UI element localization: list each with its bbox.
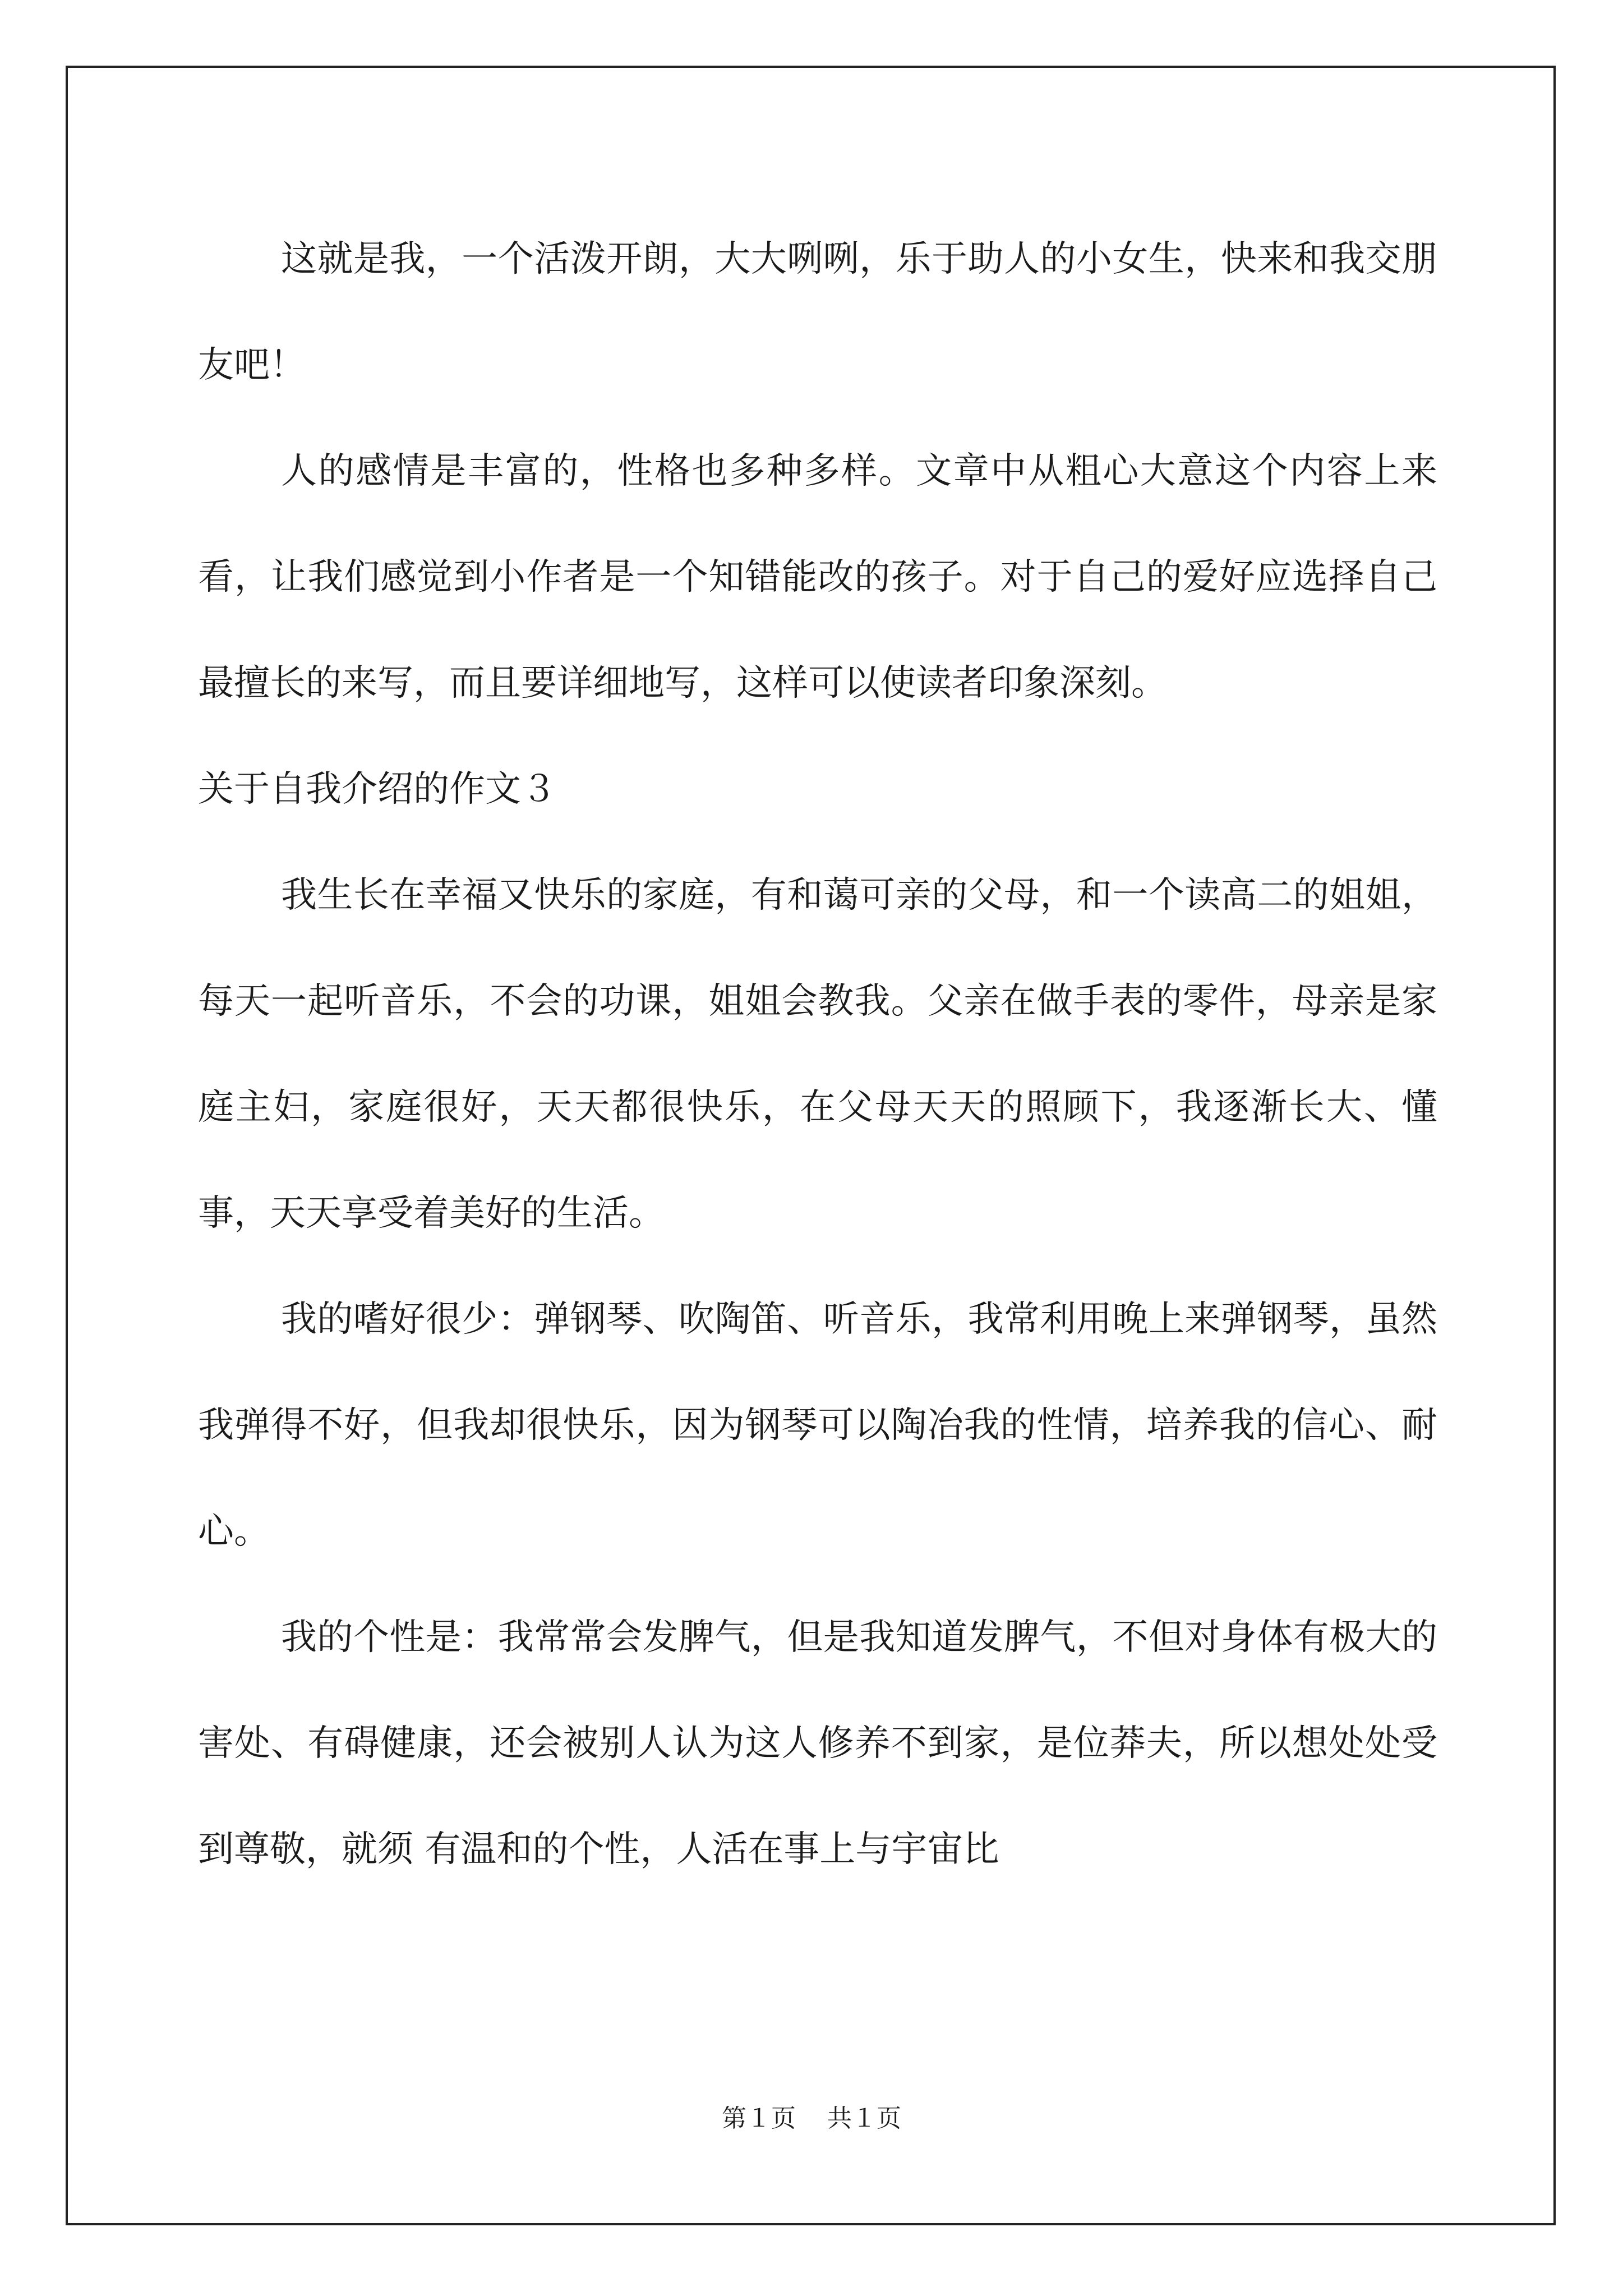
section-heading: 关于自我介绍的作文３: [198, 769, 557, 810]
paragraph-5: 我的个性是：我常常会发脾气，但是我知道发脾气，不但对身体有极大的害处、有碍健康，还会被别人认为这人修养不到家，是位莽夫，所以想处处受到尊敬，就须 有温和的个性，人活在事上与宇宙比: [198, 1617, 1437, 1870]
paragraph-4: 我的嗜好很少：弹钢琴、吹陶笛、听音乐，我常利用晚上来弹钢琴，虽然我弹得不好，但我却很快乐，因为钢琴可以陶冶我的性情，培养我的信心、耐心。: [198, 1299, 1437, 1552]
paragraph-2: 人的感情是丰富的，性格也多种多样。文章中从粗心大意这个内容上来看，让我们感觉到小作者是一个知错能改的孩子。对于自己的爱好应选择自己最擅长的来写，而且要详细地写，这样可以使读者印象深刻。: [198, 450, 1437, 704]
page-footer: [0, 2098, 1623, 2134]
page-total: 共１页: [827, 2104, 901, 2133]
paragraph-1: 这就是我，一个活泼开朗，大大咧咧，乐于助人的小女生，快来和我交朋友吧！: [198, 238, 1437, 386]
page-number: 第１页: [722, 2104, 796, 2133]
document-body: [198, 206, 1437, 1903]
paragraph-3: 我生长在幸福又快乐的家庭，有和蔼可亲的父母，和一个读高二的姐姐，每天一起听音乐，不会的功课，姐姐会教我。父亲在做手表的零件，母亲是家庭主妇，家庭很好，天天都很快乐，在父母天天的照顾下，我逐渐长大、懂事，天天享受着美好的生活。: [198, 875, 1437, 1234]
